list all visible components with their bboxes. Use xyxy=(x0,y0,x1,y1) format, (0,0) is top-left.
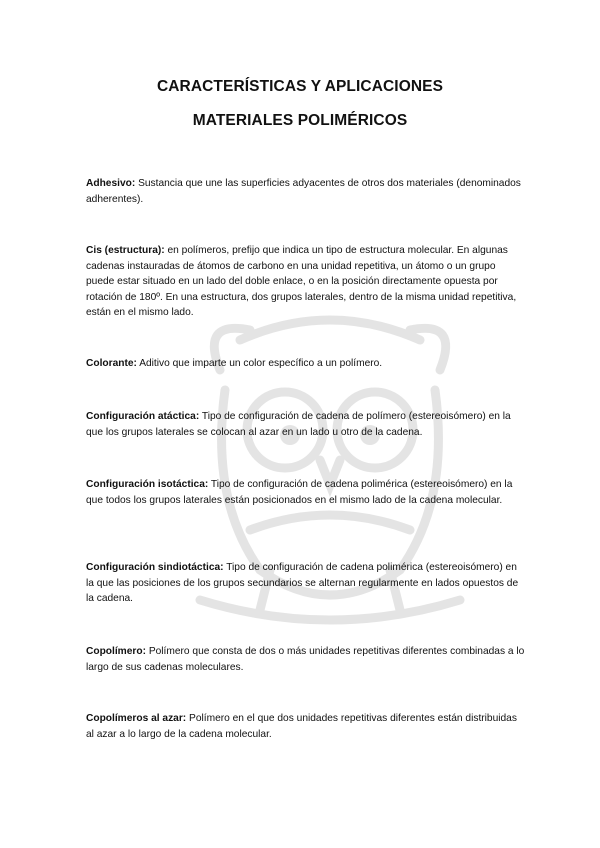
entry-term: Copolímero: xyxy=(86,646,146,657)
glossary-entry-sindiotactica xyxy=(86,560,526,607)
entry-definition: Polímero que consta de dos o más unidades repetitivas diferentes combinadas a lo largo de sus cadenas moleculares. xyxy=(86,646,525,673)
entry-term: Colorante: xyxy=(86,358,137,369)
glossary-entry-atactica xyxy=(86,409,526,440)
entry-definition: Sustancia que une las superficies adyacentes de otros dos materiales (denominados adherentes). xyxy=(86,178,521,205)
entry-term: Configuración isotáctica: xyxy=(86,479,209,490)
entry-term: Configuración atáctica: xyxy=(86,411,200,422)
entry-definition: Tipo de configuración de cadena de polímero (estereoisómero) en la que los grupos laterales se colocan al azar en un lado u otro de la cadena. xyxy=(86,411,511,438)
glossary-entry-cis xyxy=(86,243,526,321)
entry-definition: Tipo de configuración de cadena polimérica (estereoisómero) en la que las posiciones de los grupos secundarios se alternan regularmente en lados opuestos de la cadena. xyxy=(86,562,519,605)
glossary-entry-copolimero xyxy=(86,644,526,675)
glossary-entry-copolimeros-azar xyxy=(86,711,526,742)
glossary-entry-isotactica xyxy=(86,477,526,508)
entry-term: Adhesivo: xyxy=(86,178,136,189)
entry-term: Cis (estructura): xyxy=(86,245,165,256)
document-title-line2: MATERIALES POLIMÉRICOS xyxy=(192,112,408,129)
entry-term: Configuración sindiotáctica: xyxy=(86,562,224,573)
glossary-entry-adhesivo xyxy=(86,176,526,207)
document-title-line1: CARACTERÍSTICAS Y APLICACIONES xyxy=(156,78,444,95)
entry-definition: en polímeros, prefijo que indica un tipo de estructura molecular. En algunas cadenas instauradas de átomos de carbono en una unidad repetitiva, un átomo o un grupo puede estar situado en un lado del doble enlace, o en la posición directamente opuesta por rotación de 180º. En una estructura, dos grupos laterales, dentro de la misma unidad repetitiva, están en el mismo lado. xyxy=(86,245,517,319)
entry-definition: Aditivo que imparte un color específico a un polímero. xyxy=(136,358,383,369)
entry-definition: Polímero en el que dos unidades repetitivas diferentes están distribuidas al azar a lo largo de la cadena molecular. xyxy=(86,713,517,740)
entry-term: Copolímeros al azar: xyxy=(86,713,187,724)
glossary-entry-colorante xyxy=(86,356,526,372)
entry-definition: Tipo de configuración de cadena polimérica (estereoisómero) en la que todos los grupos laterales están posicionados en el mismo lado de la cadena molecular. xyxy=(86,479,513,506)
